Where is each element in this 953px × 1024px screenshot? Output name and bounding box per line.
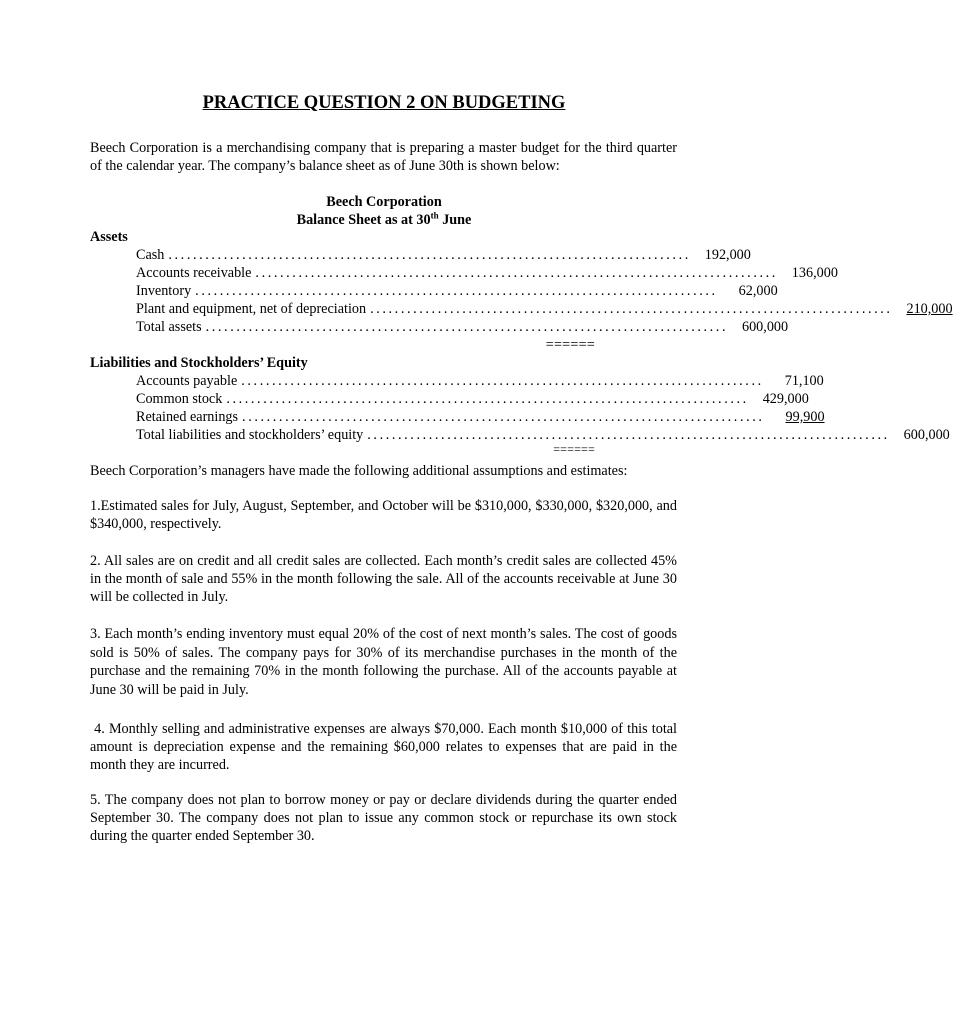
asset-row-plant-equipment (136, 300, 953, 318)
leader-dots: ..................................................................................... (370, 301, 893, 317)
document-title: PRACTICE QUESTION 2 ON BUDGETING (202, 93, 566, 113)
asset-row-inventory (136, 282, 778, 300)
row-label: Total liabilities and stockholders’ equity (136, 427, 364, 443)
row-amount: 136,000 (791, 265, 838, 281)
asset-row-accounts-receivable (136, 264, 838, 282)
liability-row-common-stock (136, 390, 809, 408)
row-label: Retained earnings (136, 409, 239, 425)
assumption-3: 3. Each month’s ending inventory must equal 20% of the cost of next month’s sales. The cost of goods sold is 50% of sales. The company pays for 30% of its merchandise purchases in the month of the purchase and the remaining 70% in the month following the purchase. All of the accounts payable at June 30 will be paid in July. (90, 626, 677, 699)
asset-row-cash (136, 246, 751, 264)
leader-dots: ..................................................................................... (226, 391, 749, 407)
intro-paragraph: Beech Corporation is a merchandising company that is preparing a master budget for the third quarter of the calendar year. The company’s balance sheet as of June 30th is shown below: (90, 140, 677, 174)
row-amount: 192,000 (704, 247, 751, 263)
assumption-4: 4. Monthly selling and administrative expenses are always $70,000. Each month $10,000 of this total amount is depreciation expense and the remaining $60,000 relates to expenses that are paid in the month they are incurred. (90, 721, 681, 773)
leader-dots: ..................................................................................... (255, 265, 778, 281)
assumption-1: 1.Estimated sales for July, August, September, and October will be $310,000, $330,000, $320,000, and $340,000, respectively. (90, 498, 677, 532)
row-amount: 210,000 (906, 301, 953, 317)
row-amount: 429,000 (762, 391, 809, 407)
liability-row-total (136, 426, 950, 444)
leader-dots: ..................................................................................... (195, 283, 718, 299)
liability-row-accounts-payable (136, 372, 824, 390)
leader-dots: ..................................................................................... (242, 409, 765, 425)
balance-sheet-heading (0, 211, 768, 229)
leader-dots: ..................................................................................... (367, 427, 890, 443)
asset-row-total-assets (136, 318, 789, 336)
row-label: Accounts receivable (136, 265, 252, 281)
row-amount: 99,900 (785, 409, 825, 425)
liability-row-retained-earnings (136, 408, 825, 426)
row-label: Cash (136, 247, 165, 263)
heading-superscript: th (430, 210, 439, 221)
liabilities-double-rule: ====== (553, 442, 595, 456)
row-label: Common stock (136, 391, 223, 407)
row-amount: 600,000 (741, 319, 789, 335)
row-label: Total assets (136, 319, 202, 335)
balance-sheet-company: Beech Corporation (326, 194, 442, 210)
row-label: Inventory (136, 283, 192, 299)
assets-label: Assets (90, 229, 128, 245)
row-label: Accounts payable (136, 373, 238, 389)
leader-dots: ..................................................................................... (205, 319, 729, 335)
liabilities-label: Liabilities and Stockholders’ Equity (90, 355, 308, 371)
assumption-2: 2. All sales are on credit and all credit sales are collected. Each month’s credit sales are collected 45% in the month of sale and 55% in the month following the sale. All of the accounts receivable at June 30 will be collected in July. (90, 553, 677, 605)
heading-text-end: June (438, 212, 472, 228)
row-label: Plant and equipment, net of depreciation (136, 301, 367, 317)
assumptions-intro: Beech Corporation’s managers have made the following additional assumptions and estimates: (90, 463, 628, 479)
leader-dots: ..................................................................................... (241, 373, 764, 389)
leader-dots: ..................................................................................... (168, 247, 691, 263)
heading-text: Balance Sheet as at 30 (296, 212, 431, 228)
row-amount: 600,000 (903, 427, 950, 443)
assets-double-rule: ====== (545, 337, 595, 353)
row-amount: 62,000 (738, 283, 778, 299)
assumption-5: 5. The company does not plan to borrow money or pay or declare dividends during the quarter ended September 30. The company does not plan to issue any common stock or repurchase its own stock during the quarter ended September 30. (90, 792, 677, 844)
row-amount: 71,100 (784, 373, 824, 389)
